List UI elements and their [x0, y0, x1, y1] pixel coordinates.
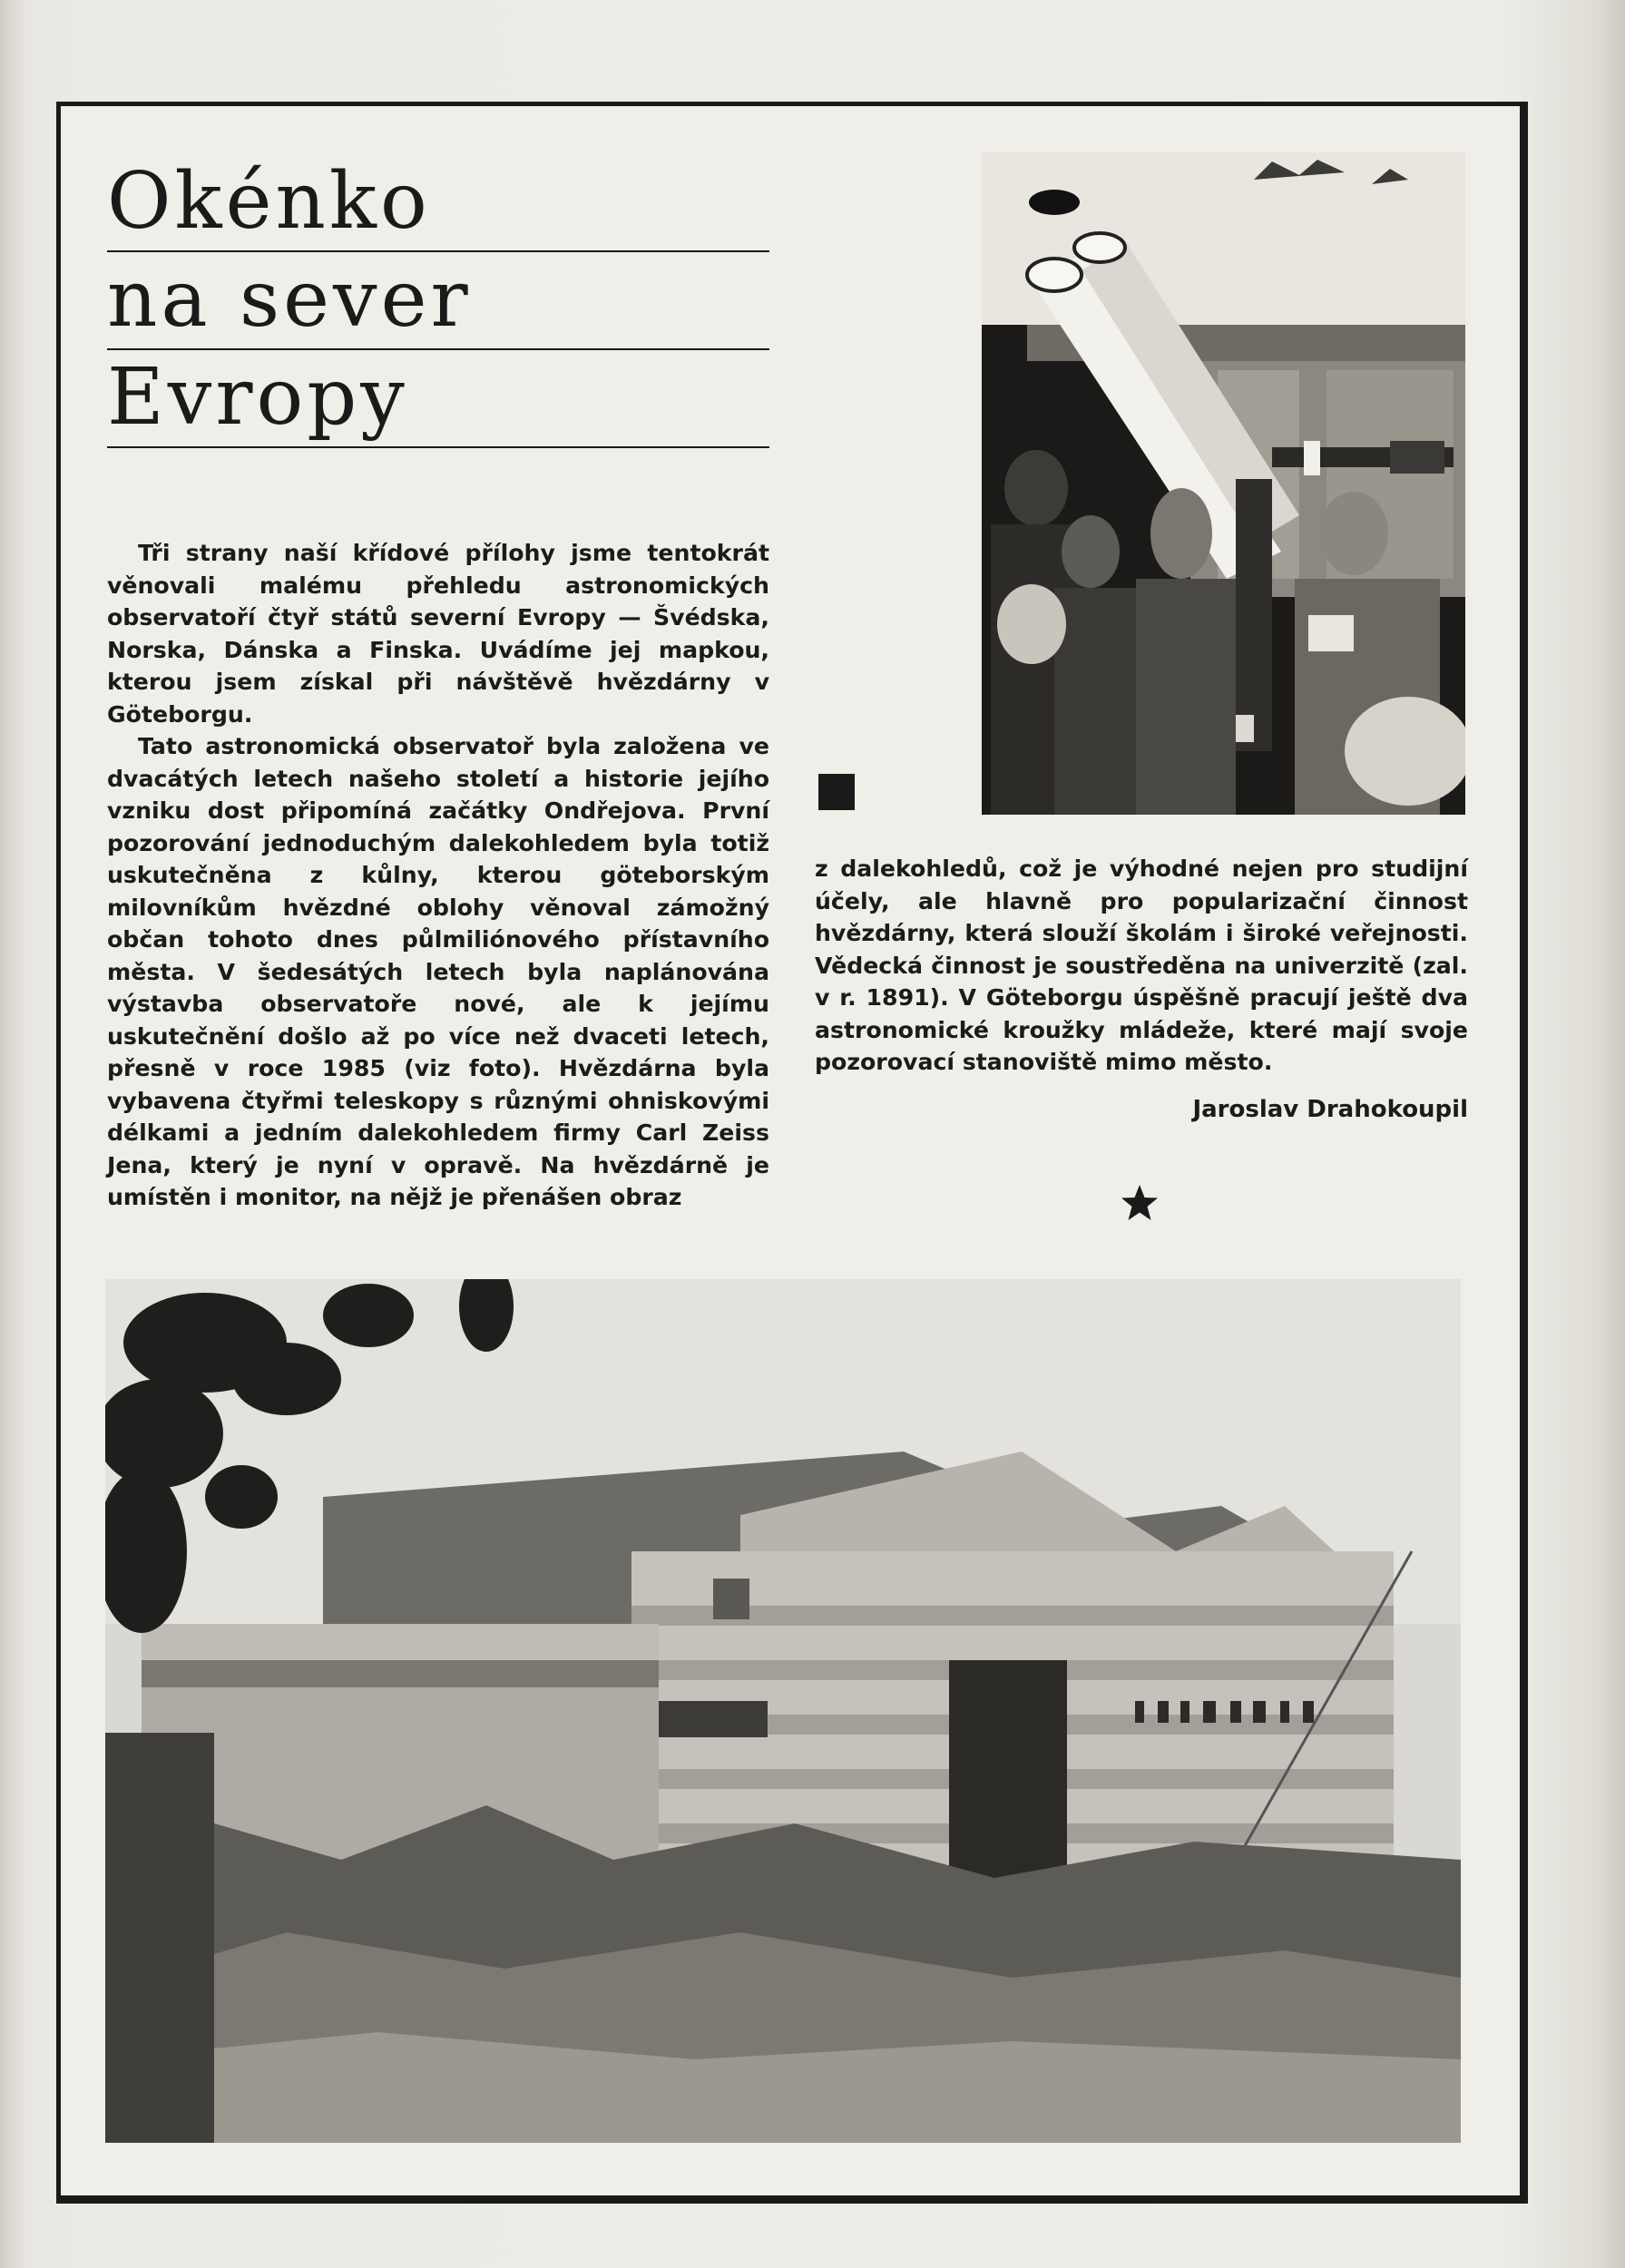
title-line-2: na sever	[107, 252, 769, 350]
author-signature: Jaroslav Drahokoupil	[1192, 1096, 1468, 1123]
square-icon	[818, 774, 855, 810]
article-title	[107, 154, 769, 448]
article-body-left	[107, 537, 769, 1214]
paragraph-history: Tato astronomická observatoř byla založena ve dvacátých letech našeho století a historie jejího vzniku dost připomíná začátky Ondřejova. První pozorování jednoduchým dalekohledem byla totiž uskutečněna z kůlny, kterou göteborským milovníkům hvězdné oblohy věnoval zámožný občan tohoto dnes půlmiliónového přístavního města. V šedesátých letech byla naplánována výstavba observatoře nové, ale k jejímu uskutečnění došlo až po více než dvaceti letech, přesně v roce 1985 (viz foto). Hvězdárna byla vybavena čtyřmi teleskopy s různými ohniskovými délkami a jedním dalekohledem firmy Carl Zeiss Jena, který je nyní v opravě. Na hvězdárně je umístěn i monitor, na nějž je přenášen obraz	[107, 733, 769, 1210]
paragraph-continuation: z dalekohledů, což je výhodné nejen pro studijní účely, ale hlavně pro popularizační činnost hvězdárny, která slouží školám i široké veřejnosti. Vědecká činnost je soustředěna na univerzitě (zal. v r. 1891). V Göteborgu úspěšně pracují ještě dva astronomické kroužky mládeže, které mají svoje pozorovací stanoviště mimo město.	[815, 855, 1468, 1075]
paragraph-intro: Tři strany naší křídové přílohy jsme tentokrát věnovali malému přehledu astronomických observatoří čtyř států severní Evropy — Švédska, Norska, Dánska a Finska. Uvádíme jej mapkou, kterou jsem získal při návštěvě hvězdárny v Göteborgu.	[107, 540, 769, 728]
title-line-1: Okénko	[107, 154, 769, 252]
telescope-photo	[982, 152, 1465, 815]
title-line-3: Evropy	[107, 350, 769, 448]
star-icon	[1118, 1181, 1161, 1225]
article-body-right	[815, 853, 1468, 1079]
observatory-building-photo	[105, 1279, 1461, 2143]
